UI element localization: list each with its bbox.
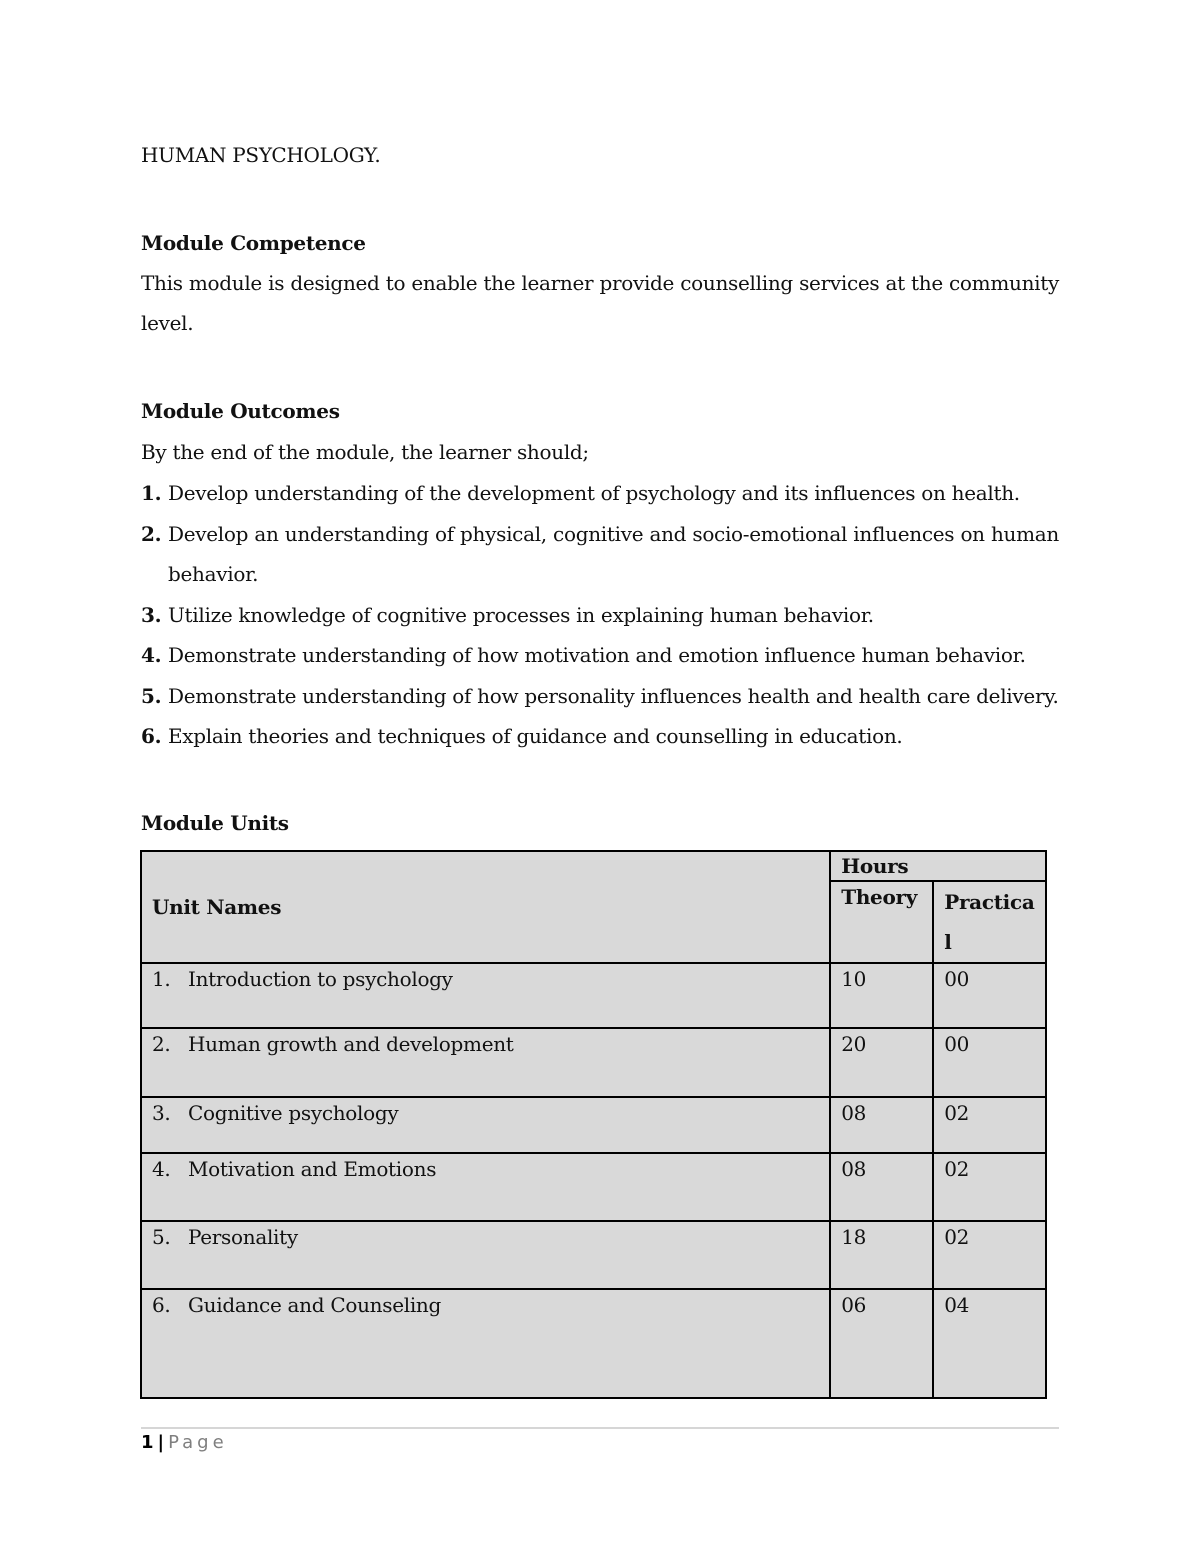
theory-hours: 18 <box>830 1221 933 1289</box>
outcome-number: 3. <box>141 602 162 627</box>
table-row <box>141 1289 1046 1398</box>
unit-number: 6. <box>152 1293 171 1317</box>
outcome-text: Demonstrate understanding of how personality influences health and health care delivery. <box>168 683 1059 708</box>
outcome-item <box>141 635 1059 676</box>
unit-name-cell <box>141 963 830 1028</box>
header-theory: Theory <box>830 881 933 963</box>
outcome-item <box>141 716 1059 757</box>
practical-hours: 02 <box>933 1221 1046 1289</box>
table-row <box>141 1153 1046 1221</box>
practical-hours: 04 <box>933 1289 1046 1398</box>
unit-number: 3. <box>152 1101 171 1125</box>
theory-hours: 20 <box>830 1028 933 1097</box>
page-footer <box>141 1432 228 1453</box>
outcome-text: Develop an understanding of physical, cognitive and socio-emotional influences on human behavior. <box>168 521 1059 586</box>
unit-name: Human growth and development <box>188 1032 514 1056</box>
competence-heading: Module Competence <box>141 231 366 255</box>
outcome-item <box>141 595 1059 636</box>
unit-name: Motivation and Emotions <box>188 1157 437 1181</box>
unit-name-cell <box>141 1097 830 1153</box>
competence-text: This module is designed to enable the learner provide counselling services at the community level. <box>141 271 1059 335</box>
units-heading: Module Units <box>141 811 289 835</box>
unit-number: 4. <box>152 1157 171 1181</box>
header-hours: Hours <box>830 851 1046 881</box>
footer-divider <box>141 1427 1059 1429</box>
module-units-table <box>140 850 1047 1399</box>
table-row <box>141 1221 1046 1289</box>
table-row <box>141 1097 1046 1153</box>
outcome-number: 4. <box>141 643 162 667</box>
outcome-number: 6. <box>141 724 162 748</box>
outcome-text: Demonstrate understanding of how motivation and emotion influence human behavior. <box>168 643 1026 667</box>
practical-hours: 02 <box>933 1097 1046 1153</box>
theory-hours: 08 <box>830 1153 933 1221</box>
theory-hours: 10 <box>830 963 933 1028</box>
page-label: Page <box>168 1432 228 1453</box>
unit-name-cell <box>141 1289 830 1398</box>
outcome-text: Develop understanding of the development of psychology and its influences on health. <box>168 481 1020 505</box>
footer-separator: | <box>157 1432 165 1453</box>
outcome-number: 1. <box>141 481 162 505</box>
unit-name-cell <box>141 1153 830 1221</box>
outcome-number: 5. <box>141 683 162 708</box>
unit-name: Guidance and Counseling <box>188 1293 442 1317</box>
outcome-item <box>141 676 1059 717</box>
theory-hours: 08 <box>830 1097 933 1153</box>
outcome-number: 2. <box>141 521 162 546</box>
unit-name: Introduction to psychology <box>188 967 453 991</box>
unit-number: 5. <box>152 1225 171 1249</box>
outcome-item <box>141 473 1059 514</box>
unit-name-cell <box>141 1028 830 1097</box>
page-number: 1 <box>141 1432 154 1453</box>
unit-number: 2. <box>152 1032 171 1056</box>
unit-name-cell <box>141 1221 830 1289</box>
practical-hours: 02 <box>933 1153 1046 1221</box>
outcome-item <box>141 514 1059 595</box>
practical-hours: 00 <box>933 963 1046 1028</box>
table-row <box>141 1028 1046 1097</box>
header-practical: Practica l <box>933 881 1046 963</box>
outcomes-list <box>141 473 1059 757</box>
outcomes-heading: Module Outcomes <box>141 399 340 423</box>
header-unit-names: Unit Names <box>141 851 830 963</box>
outcomes-intro: By the end of the module, the learner should; <box>141 440 589 464</box>
theory-hours: 06 <box>830 1289 933 1398</box>
table-row <box>141 963 1046 1028</box>
unit-name: Personality <box>188 1225 298 1249</box>
outcome-text: Explain theories and techniques of guidance and counselling in education. <box>168 724 903 748</box>
practical-hours: 00 <box>933 1028 1046 1097</box>
unit-name: Cognitive psychology <box>188 1101 399 1125</box>
outcome-text: Utilize knowledge of cognitive processes in explaining human behavior. <box>168 602 874 627</box>
unit-number: 1. <box>152 967 171 991</box>
document-title: HUMAN PSYCHOLOGY. <box>141 143 381 167</box>
